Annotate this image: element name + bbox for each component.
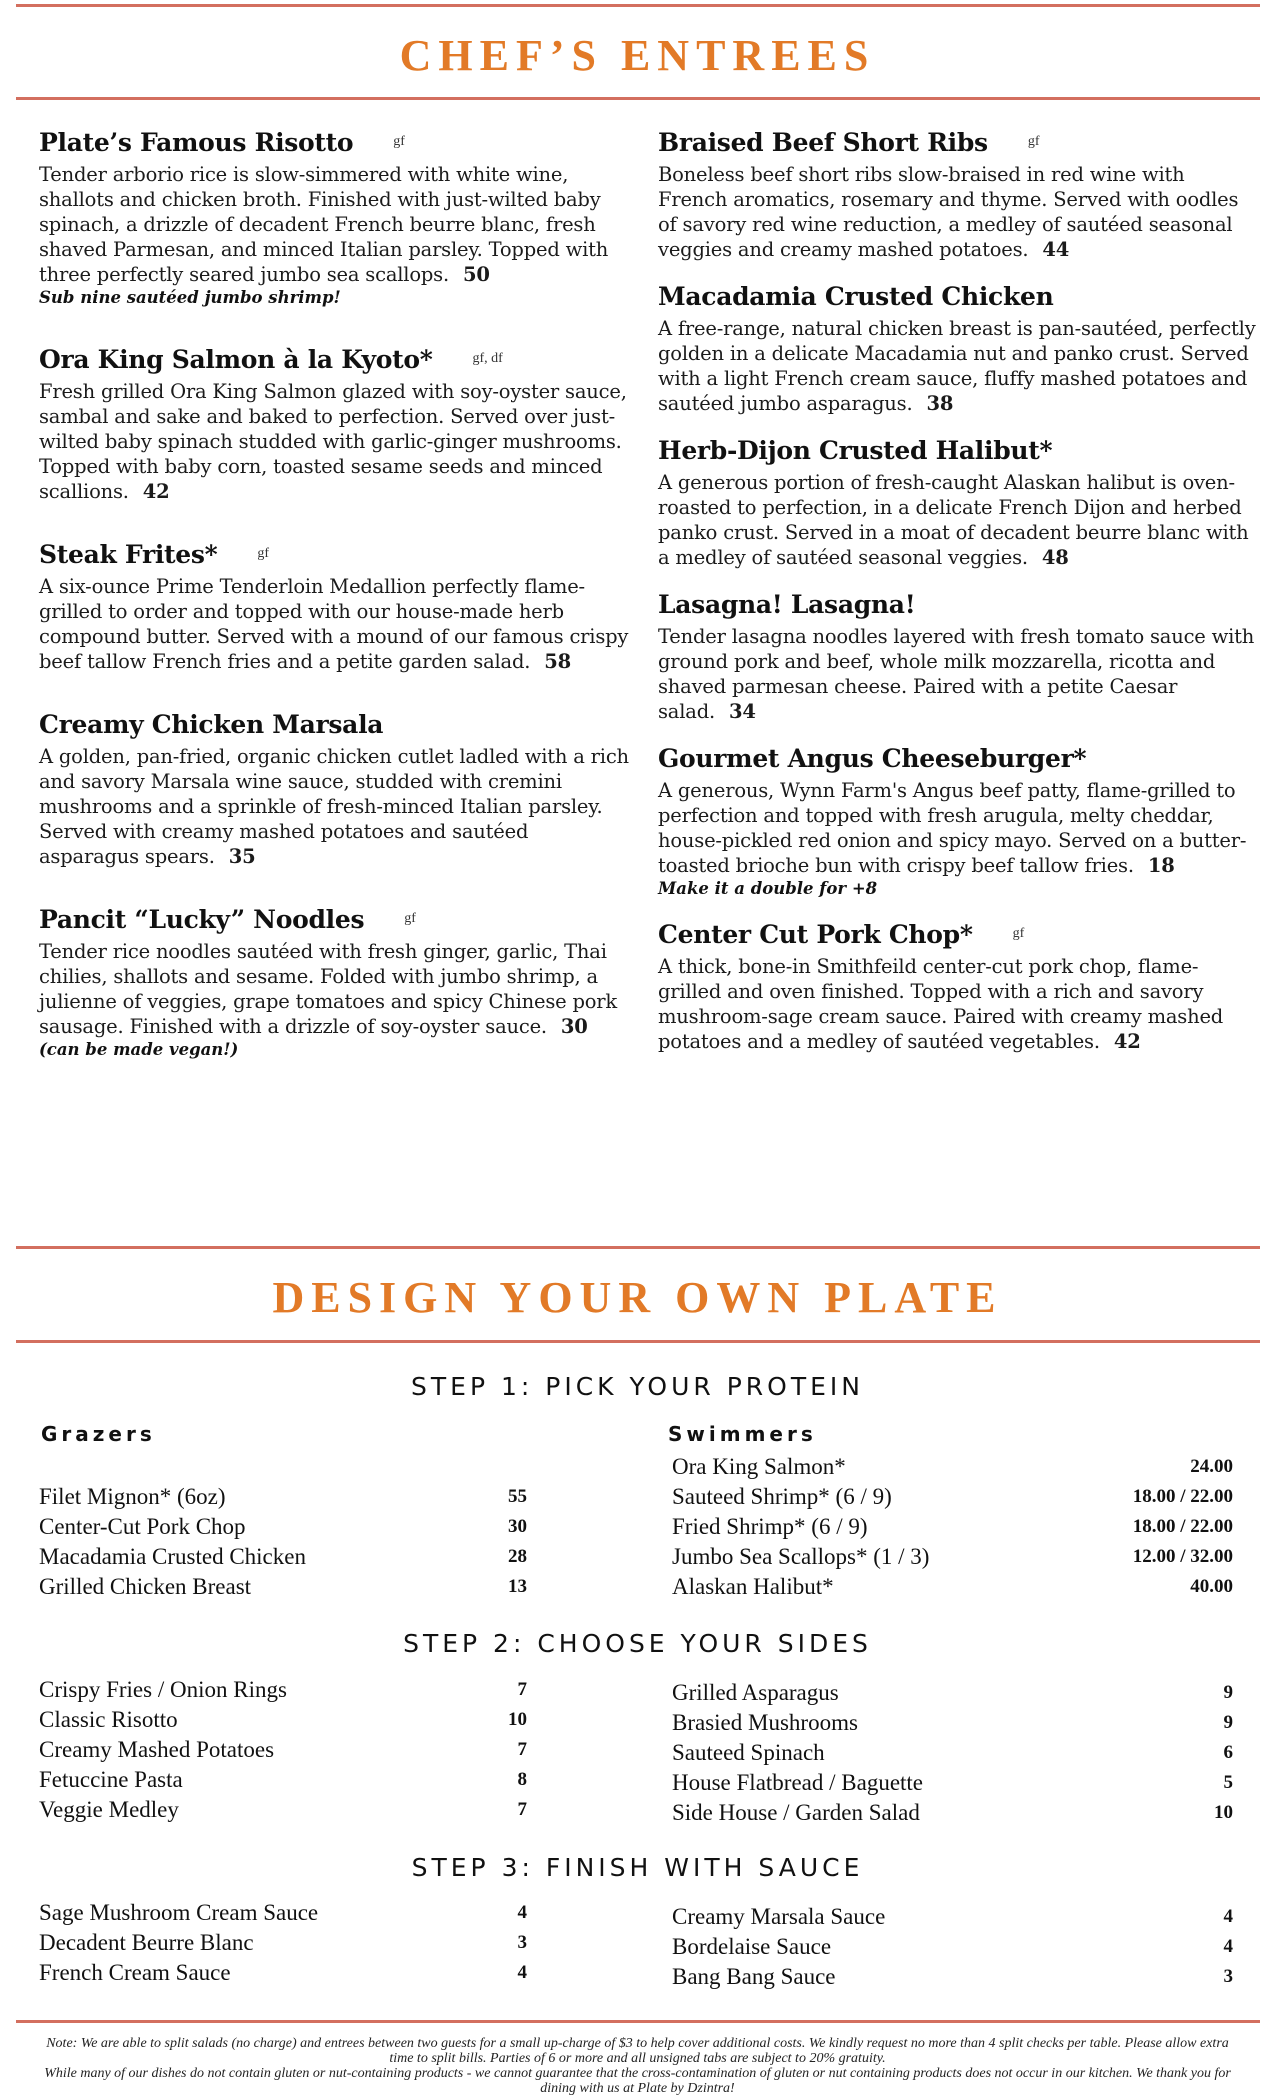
entree-description [658, 162, 1258, 262]
entree-price: 30 [560, 1015, 588, 1038]
entree-name: Pancit “Lucky” Noodles [39, 905, 365, 934]
list-item [39, 1482, 527, 1512]
entree-name: Herb-Dijon Crusted Halibut* [658, 436, 1053, 465]
item-price: 30 [508, 1516, 527, 1537]
item-price: 18.00 / 22.00 [1132, 1486, 1233, 1507]
entree-price: 38 [926, 392, 954, 415]
entree-header [39, 343, 634, 377]
design-top-rule [16, 1246, 1260, 1249]
item-price: 5 [1223, 1772, 1233, 1793]
list-item [672, 1572, 1233, 1602]
entree-description [39, 939, 634, 1039]
footer-allergen-note: While many of our dishes do not contain gluten or nut-containing products - we cannot guarantee that the cross-contamination of gluten or nut containing products does not occur in our kitchen. We thank you for dining with us at Plate by Dzintra! [44, 2066, 1231, 2096]
footer-rule [16, 2020, 1260, 2023]
list-item [39, 1572, 527, 1602]
entree-item [39, 708, 634, 869]
entree-item [39, 538, 634, 674]
list-item [39, 1675, 527, 1705]
entree-header [39, 538, 634, 572]
entree-description-text: A free-range, natural chicken breast is pan-sautéed, perfectly golden in a delicate Macadamia nut and panko crust. Served with a light French cream sauce, fluffy mashed potatoes and sautéed jumbo asparagus. [658, 317, 1256, 415]
list-item [39, 1795, 527, 1825]
item-name: House Flatbread / Baguette [672, 1770, 924, 1795]
item-price: 4 [517, 1962, 527, 1983]
item-price: 10 [1214, 1802, 1233, 1823]
list-item [672, 1768, 1233, 1798]
entree-description-text: Tender lasagna noodles layered with fresh tomato sauce with ground pork and beef, whole milk mozzarella, ricotta and shaved parmesan cheese. Paired with a petite Caesar salad. [658, 625, 1255, 723]
dietary-tag: gf [1027, 134, 1040, 149]
entree-name: Lasagna! Lasagna! [658, 590, 916, 619]
swimmers-list [672, 1452, 1233, 1602]
item-price: 13 [508, 1576, 527, 1597]
item-price: 3 [1223, 1966, 1233, 1987]
item-name: Sauteed Spinach [672, 1740, 825, 1765]
item-name: Sage Mushroom Cream Sauce [39, 1900, 319, 1925]
item-price: 28 [508, 1546, 527, 1567]
list-item [39, 1705, 527, 1735]
entree-name: Gourmet Angus Cheeseburger* [658, 744, 1087, 773]
item-price: 9 [1223, 1712, 1233, 1733]
entree-price: 44 [1042, 238, 1070, 261]
entree-header [658, 434, 1258, 468]
item-name: Veggie Medley [39, 1797, 179, 1822]
entree-name: Plate’s Famous Risotto [39, 128, 354, 157]
item-price: 8 [517, 1769, 527, 1790]
entree-item [39, 903, 634, 1061]
entree-price: 35 [228, 845, 256, 868]
dietary-tag: gf [257, 546, 270, 561]
entree-header [39, 903, 634, 937]
list-item [39, 1765, 527, 1795]
item-price: 4 [1223, 1906, 1233, 1927]
entree-name: Ora King Salmon à la Kyoto* [39, 345, 433, 374]
entrees-right-column [658, 126, 1258, 1072]
item-name: Sauteed Shrimp* (6 / 9) [672, 1484, 892, 1509]
entree-name: Braised Beef Short Ribs [658, 128, 988, 157]
entree-description [658, 954, 1258, 1054]
design-bottom-rule [16, 1340, 1260, 1343]
footer-note [40, 2036, 1235, 2096]
dietary-tag: gf [393, 134, 405, 149]
item-name: Center-Cut Pork Chop [39, 1514, 246, 1539]
entree-price: 34 [728, 700, 756, 723]
entree-item [658, 588, 1258, 724]
entree-description-text: A six-ounce Prime Tenderloin Medallion perfectly flame-grilled to order and topped with our house-made herb compound butter. Served with a mound of our famous crispy beef tallow French fries and a petite garden salad. [39, 575, 629, 673]
list-item [672, 1902, 1233, 1932]
dietary-tag: gf [404, 911, 416, 926]
item-price: 12.00 / 32.00 [1132, 1546, 1233, 1567]
dietary-tag: gf, df [472, 351, 503, 366]
list-item [672, 1452, 1233, 1482]
item-price: 24.00 [1190, 1456, 1233, 1477]
chefs-entrees-title: CHEF’S ENTREES [399, 31, 876, 80]
top-rule [16, 4, 1260, 7]
entree-description [39, 162, 634, 287]
entree-item [39, 126, 634, 309]
entree-description-text: A generous portion of fresh-caught Alaskan halibut is oven-roasted to perfection, in a delicate French Dijon and herbed panko crust. Served in a moat of decadent beurre blanc with a medley of sautéed seasonal veggies. [658, 471, 1249, 569]
sauces-right-list [672, 1902, 1233, 1992]
entree-name: Creamy Chicken Marsala [39, 710, 384, 739]
item-price: 4 [517, 1902, 527, 1923]
list-item [672, 1512, 1233, 1542]
item-price: 7 [517, 1679, 527, 1700]
list-item [672, 1708, 1233, 1738]
entree-description [39, 574, 634, 674]
entree-description [658, 316, 1258, 416]
entree-item [39, 343, 634, 504]
item-name: Fetuccine Pasta [39, 1767, 183, 1792]
sides-left-list [39, 1675, 527, 1825]
item-price: 18.00 / 22.00 [1132, 1516, 1233, 1537]
item-price: 7 [517, 1799, 527, 1820]
item-name: Bordelaise Sauce [672, 1934, 832, 1959]
entree-note: Make it a double for +8 [658, 879, 878, 898]
grazers-list [39, 1482, 527, 1602]
step1-title: STEP 1: PICK YOUR PROTEIN [411, 1372, 864, 1401]
footer-split-policy: Note: We are able to split salads (no charge) and entrees between two guests for a small up-charge of $3 to help cover additional costs. We kindly request no more than 4 split checks per table. Please allow extra time to split bills. Parties of 6 or more and all unsigned tabs are subject to 20% gratuity. [46, 2036, 1229, 2066]
design-your-own-title: DESIGN YOUR OWN PLATE [272, 1273, 1003, 1322]
sides-right-list [672, 1678, 1233, 1828]
entree-item [658, 434, 1258, 570]
item-name: Crispy Fries / Onion Rings [39, 1677, 287, 1702]
item-name: Classic Risotto [39, 1707, 178, 1732]
entree-item [658, 280, 1258, 416]
grazers-title: Grazers [41, 1422, 156, 1446]
item-name: Ora King Salmon* [672, 1454, 846, 1479]
item-price: 6 [1223, 1742, 1233, 1763]
entree-description [658, 624, 1258, 724]
entree-description-text: Boneless beef short ribs slow-braised in red wine with French aromatics, rosemary and thyme. Served with oodles of savory red wine reduction, a medley of sautéed seasonal veggies and creamy mashed potatoes. [658, 163, 1239, 261]
entree-description-text: A generous, Wynn Farm's Angus beef patty, flame-grilled to perfection and topped with fresh arugula, melty cheddar, house-pickled red onion and spicy mayo. Served on a butter-toasted brioche bun with crispy beef tallow fries. [658, 779, 1247, 877]
item-price: 40.00 [1190, 1576, 1233, 1597]
entree-description [39, 744, 634, 869]
item-price: 3 [517, 1932, 527, 1953]
entree-header [658, 918, 1258, 952]
step3-title: STEP 3: FINISH WITH SAUCE [411, 1853, 864, 1882]
item-name: Jumbo Sea Scallops* (1 / 3) [672, 1544, 930, 1569]
item-name: Alaskan Halibut* [672, 1574, 834, 1599]
item-name: Macadamia Crusted Chicken [39, 1544, 306, 1569]
list-item [672, 1482, 1233, 1512]
entree-note: (can be made vegan!) [39, 1040, 239, 1059]
entree-name: Steak Frites* [39, 540, 218, 569]
list-item [39, 1542, 527, 1572]
list-item [672, 1932, 1233, 1962]
entree-price: 48 [1041, 546, 1069, 569]
item-price: 10 [508, 1709, 527, 1730]
entree-description [658, 778, 1258, 878]
dietary-tag: gf [1012, 926, 1025, 941]
list-item [39, 1512, 527, 1542]
item-price: 4 [1223, 1936, 1233, 1957]
entree-description [658, 470, 1258, 570]
entree-description-text: Tender arborio rice is slow-simmered with white wine, shallots and chicken broth. Finished with just-wilted baby spinach, a drizzle of decadent French beurre blanc, fresh shaved Parmesan, and minced Italian parsley. Topped with three perfectly seared jumbo sea scallops. [39, 163, 609, 286]
item-name: French Cream Sauce [39, 1960, 231, 1985]
item-price: 55 [508, 1486, 527, 1507]
entree-header [658, 280, 1258, 314]
item-name: Creamy Mashed Potatoes [39, 1737, 275, 1762]
item-price: 9 [1223, 1682, 1233, 1703]
entree-name: Center Cut Pork Chop* [658, 920, 973, 949]
entree-header [658, 742, 1258, 776]
entree-note: Sub nine sautéed jumbo shrimp! [39, 288, 341, 307]
entree-price: 50 [462, 263, 490, 286]
item-name: Grilled Asparagus [672, 1680, 839, 1705]
list-item [39, 1898, 527, 1928]
item-name: Grilled Chicken Breast [39, 1574, 252, 1599]
swimmers-title: Swimmers [668, 1422, 817, 1446]
chefs-entrees-rule [16, 97, 1260, 100]
item-price: 7 [517, 1739, 527, 1760]
entree-header [39, 708, 634, 742]
entree-description [39, 379, 634, 504]
item-name: Bang Bang Sauce [672, 1964, 836, 1989]
list-item [672, 1798, 1233, 1828]
entree-description-text: Tender rice noodles sautéed with fresh ginger, garlic, Thai chilies, shallots and sesame. Folded with jumbo shrimp, a julienne of veggies, grape tomatoes and spicy Chinese pork sausage. Finished with a drizzle of soy-oyster sauce. [39, 940, 618, 1038]
item-name: Fried Shrimp* (6 / 9) [672, 1514, 868, 1539]
entree-price: 18 [1147, 854, 1175, 877]
item-name: Decadent Beurre Blanc [39, 1930, 254, 1955]
entree-price: 58 [544, 650, 571, 673]
entree-header [658, 126, 1258, 160]
list-item [672, 1542, 1233, 1572]
entree-description-text: A golden, pan-fried, organic chicken cutlet ladled with a rich and savory Marsala wine sauce, studded with cremini mushrooms and a sprinkle of fresh-minced Italian parsley. Served with creamy mashed potatoes and sautéed asparagus spears. [39, 745, 629, 868]
item-name: Brasied Mushrooms [672, 1710, 858, 1735]
item-name: Side House / Garden Salad [672, 1800, 920, 1825]
list-item [672, 1962, 1233, 1992]
entree-header [658, 588, 1258, 622]
list-item [39, 1928, 527, 1958]
entree-item [658, 126, 1258, 262]
list-item [39, 1735, 527, 1765]
entree-header [39, 126, 634, 160]
entrees-left-column [39, 126, 634, 1095]
item-name: Filet Mignon* (6oz) [39, 1484, 226, 1509]
step2-title: STEP 2: CHOOSE YOUR SIDES [403, 1629, 872, 1658]
entree-price: 42 [1113, 1030, 1141, 1053]
sauces-left-list [39, 1898, 527, 1988]
list-item [672, 1738, 1233, 1768]
entree-item [658, 742, 1258, 900]
entree-description-text: Fresh grilled Ora King Salmon glazed with soy-oyster sauce, sambal and sake and baked to perfection. Served over just-wilted baby spinach studded with garlic-ginger mushrooms. Topped with baby corn, toasted sesame seeds and minced scallions. [39, 380, 627, 503]
entree-item [658, 918, 1258, 1054]
list-item [672, 1678, 1233, 1708]
list-item [39, 1958, 527, 1988]
entree-description-text: A thick, bone-in Smithfeild center-cut pork chop, flame-grilled and oven finished. Topped with a rich and savory mushroom-sage cream sauce. Paired with creamy mashed potatoes and a medley of sautéed vegetables. [658, 955, 1224, 1053]
entree-name: Macadamia Crusted Chicken [658, 282, 1054, 311]
item-name: Creamy Marsala Sauce [672, 1904, 886, 1929]
entree-price: 42 [142, 480, 170, 503]
